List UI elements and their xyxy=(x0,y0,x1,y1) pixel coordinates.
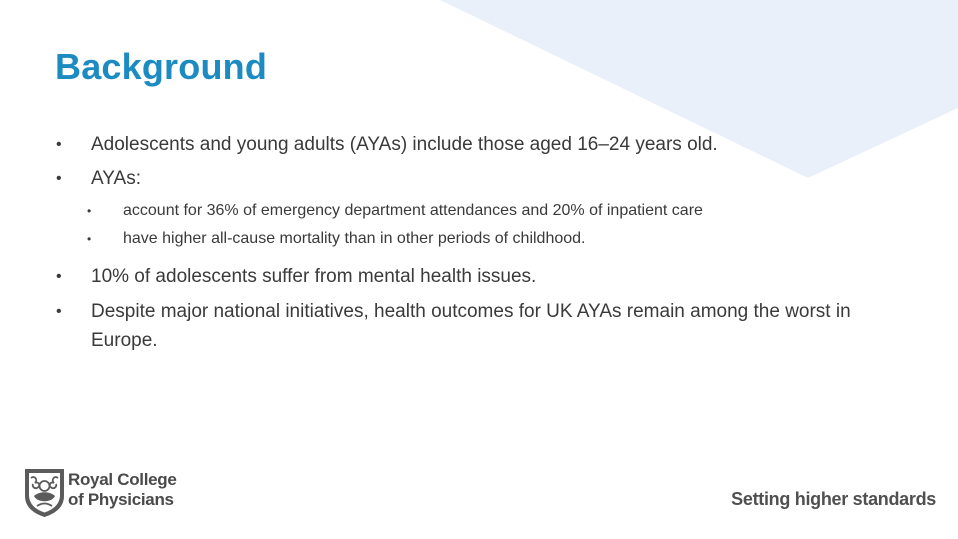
bullet-glyph: • xyxy=(87,204,92,218)
rcp-crest-icon xyxy=(22,466,67,518)
bullet-glyph: • xyxy=(56,268,62,285)
bullet-text: Despite major national initiatives, health outcomes for UK AYAs remain among the worst in Europe. xyxy=(91,301,851,351)
sub-bullet-text: account for 36% of emergency department attendances and 20% of inpatient care xyxy=(123,202,703,219)
bullet-glyph: • xyxy=(87,232,92,246)
bullet-text: Adolescents and young adults (AYAs) include those aged 16–24 years old. xyxy=(91,134,718,155)
organization-logo-text xyxy=(68,470,177,510)
sub-bullet-text: have higher all-cause mortality than in other periods of childhood. xyxy=(123,230,586,247)
logo-line-1: Royal College xyxy=(68,470,177,489)
bullet-text: 10% of adolescents suffer from mental health issues. xyxy=(91,266,537,287)
footer-tagline: Setting higher standards xyxy=(731,489,936,509)
bullet-glyph: • xyxy=(56,170,62,187)
bullet-text: AYAs: xyxy=(91,168,141,189)
bullet-glyph: • xyxy=(56,303,62,320)
slide-title: Background xyxy=(55,46,268,87)
bullet-glyph: • xyxy=(56,136,62,153)
logo-line-2: of Physicians xyxy=(68,490,174,509)
